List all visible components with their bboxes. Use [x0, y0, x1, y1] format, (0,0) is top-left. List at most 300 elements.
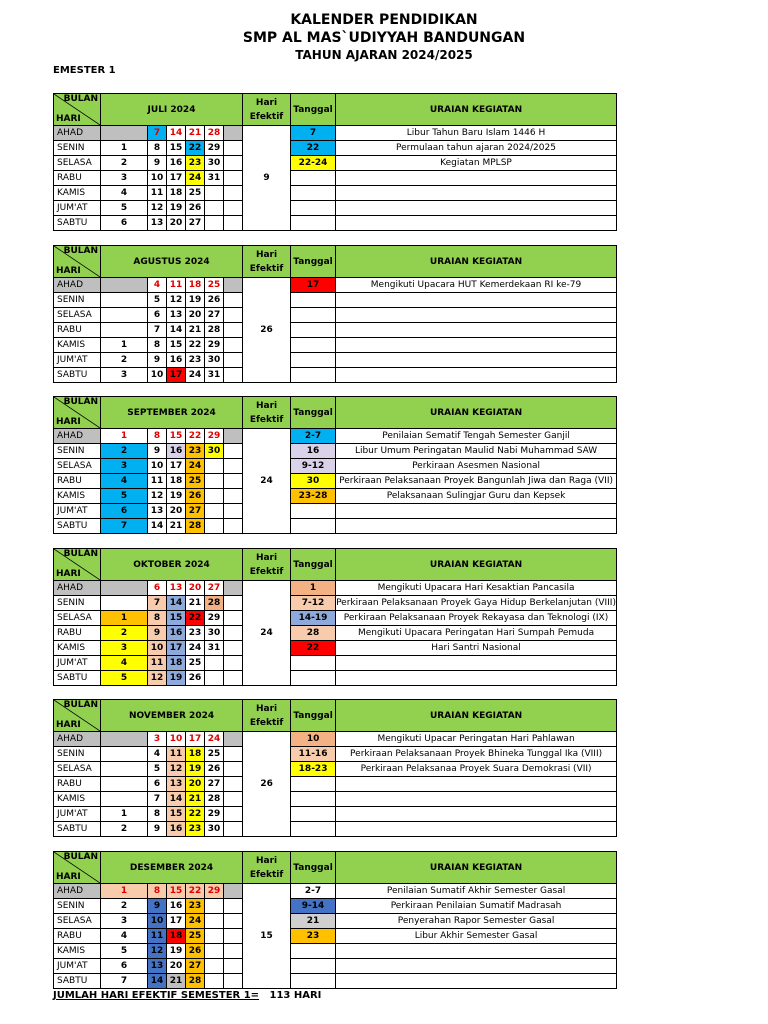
date-cell: 19 [167, 201, 186, 216]
date-cell [205, 489, 224, 504]
date-cell: 20 [186, 777, 205, 792]
date-cell: 26 [205, 762, 224, 777]
date-cell-empty [224, 626, 243, 641]
total-effective-days [53, 990, 321, 1001]
hari-efektif-value: 24 [243, 429, 291, 534]
date-cell-empty [224, 959, 243, 974]
date-cell: 19 [167, 944, 186, 959]
date-cell: 3 [148, 732, 167, 747]
event-date: 17 [291, 278, 336, 293]
uraian-header: URAIAN KEGIATAN [336, 397, 617, 429]
date-cell: 13 [148, 216, 167, 231]
day-name: AHAD [54, 732, 101, 747]
month-table [53, 851, 617, 989]
date-cell: 12 [167, 762, 186, 777]
hari-efektif-value: 24 [243, 581, 291, 686]
hari-efektif-header: Hari Efektif [243, 549, 291, 581]
date-cell: 22 [186, 611, 205, 626]
date-cell: 9 [148, 822, 167, 837]
event-date [291, 944, 336, 959]
date-cell: 24 [186, 641, 205, 656]
date-cell [205, 519, 224, 534]
date-cell: 31 [205, 641, 224, 656]
date-cell: 30 [205, 626, 224, 641]
calendar-row [54, 308, 617, 323]
event-description [336, 959, 617, 974]
date-cell: 28 [205, 126, 224, 141]
date-cell: 1 [101, 807, 148, 822]
bulan-label: BULAN [63, 246, 98, 256]
day-name: SENIN [54, 747, 101, 762]
date-cell: 6 [101, 959, 148, 974]
uraian-header: URAIAN KEGIATAN [336, 549, 617, 581]
event-date: 2-7 [291, 429, 336, 444]
hari-efektif-header: Hari Efektif [243, 94, 291, 126]
date-cell: 3 [101, 368, 148, 383]
date-cell: 12 [148, 944, 167, 959]
date-cell: 24 [186, 459, 205, 474]
date-cell: 24 [186, 914, 205, 929]
date-cell: 1 [101, 429, 148, 444]
event-description: Perkiraan Pelaksanaan Proyek Rekayasa dan Teknologi (IX) [336, 611, 617, 626]
calendar-row [54, 762, 617, 777]
date-cell: 11 [148, 656, 167, 671]
event-description: Hari Santri Nasional [336, 641, 617, 656]
date-cell: 3 [101, 914, 148, 929]
date-cell: 3 [101, 171, 148, 186]
date-cell: 7 [148, 126, 167, 141]
day-name: SABTU [54, 216, 101, 231]
calendar-row [54, 777, 617, 792]
hari-efektif-value: 15 [243, 884, 291, 989]
date-cell-empty [224, 474, 243, 489]
day-name: JUM'AT [54, 656, 101, 671]
tanggal-header: Tanggal [291, 246, 336, 278]
date-cell: 24 [186, 171, 205, 186]
date-cell: 20 [167, 959, 186, 974]
date-cell: 4 [101, 929, 148, 944]
date-cell: 16 [167, 899, 186, 914]
calendar-row [54, 914, 617, 929]
date-cell: 29 [205, 884, 224, 899]
date-cell-empty [224, 368, 243, 383]
school-name: SMP AL MAS`UDIYYAH BANDUNGAN [242, 30, 526, 46]
date-cell: 11 [148, 474, 167, 489]
date-cell [205, 186, 224, 201]
uraian-header: URAIAN KEGIATAN [336, 94, 617, 126]
calendar-row [54, 186, 617, 201]
date-cell-empty [224, 914, 243, 929]
event-date: 23-28 [291, 489, 336, 504]
calendar-row [54, 611, 617, 626]
date-cell: 27 [186, 504, 205, 519]
date-cell-empty [224, 338, 243, 353]
date-cell: 6 [101, 504, 148, 519]
date-cell: 7 [148, 792, 167, 807]
date-cell: 9 [148, 353, 167, 368]
date-cell: 16 [167, 626, 186, 641]
date-cell: 30 [205, 822, 224, 837]
date-cell: 23 [186, 353, 205, 368]
date-cell: 27 [205, 777, 224, 792]
event-date [291, 792, 336, 807]
day-name: SELASA [54, 308, 101, 323]
semester-label: EMESTER 1 [53, 65, 116, 76]
day-name: SABTU [54, 671, 101, 686]
date-cell: 7 [101, 974, 148, 989]
month-table [53, 396, 617, 534]
calendar-row [54, 747, 617, 762]
calendar-row [54, 671, 617, 686]
event-date: 14-19 [291, 611, 336, 626]
date-cell: 18 [186, 278, 205, 293]
event-date: 7 [291, 126, 336, 141]
total-label: JUMLAH HARI EFEKTIF SEMESTER 1= [53, 990, 260, 1001]
event-description [336, 293, 617, 308]
day-name: RABU [54, 777, 101, 792]
calendar-row [54, 156, 617, 171]
date-cell: 3 [101, 459, 148, 474]
date-cell: 9 [148, 444, 167, 459]
date-cell: 29 [205, 611, 224, 626]
day-name: AHAD [54, 278, 101, 293]
calendar-row [54, 141, 617, 156]
month-block-5 [53, 851, 595, 989]
month-table [53, 699, 617, 837]
bulan-hari-header [54, 700, 101, 732]
date-cell: 5 [101, 201, 148, 216]
event-description: Permulaan tahun ajaran 2024/2025 [336, 141, 617, 156]
day-name: SABTU [54, 822, 101, 837]
event-date [291, 216, 336, 231]
date-cell: 11 [148, 186, 167, 201]
event-description [336, 353, 617, 368]
date-cell: 17 [167, 641, 186, 656]
date-cell [205, 959, 224, 974]
date-cell: 18 [167, 186, 186, 201]
date-cell: 15 [167, 338, 186, 353]
month-name: AGUSTUS 2024 [101, 246, 243, 278]
bulan-hari-header [54, 549, 101, 581]
date-cell: 21 [186, 126, 205, 141]
tanggal-header: Tanggal [291, 700, 336, 732]
date-cell-empty [224, 323, 243, 338]
date-cell: 6 [148, 777, 167, 792]
date-cell: 7 [148, 596, 167, 611]
date-cell [101, 278, 148, 293]
date-cell: 25 [205, 278, 224, 293]
event-description: Kegiatan MPLSP [336, 156, 617, 171]
day-name: KAMIS [54, 489, 101, 504]
date-cell: 11 [148, 929, 167, 944]
date-cell: 20 [186, 308, 205, 323]
date-cell: 25 [186, 656, 205, 671]
event-date: 7-12 [291, 596, 336, 611]
date-cell: 4 [101, 656, 148, 671]
date-cell: 23 [186, 626, 205, 641]
date-cell: 22 [186, 807, 205, 822]
calendar-row [54, 959, 617, 974]
calendar-row [54, 489, 617, 504]
event-description: Mengikuti Upacara Hari Kesaktian Pancasila [336, 581, 617, 596]
event-description: Perkiraan Pelaksanaan Proyek Bhineka Tunggal Ika (VIII) [336, 747, 617, 762]
event-date [291, 671, 336, 686]
date-cell: 21 [186, 323, 205, 338]
date-cell: 11 [167, 747, 186, 762]
date-cell: 2 [101, 822, 148, 837]
date-cell: 25 [186, 929, 205, 944]
date-cell: 21 [186, 596, 205, 611]
calendar-row [54, 581, 617, 596]
date-cell: 23 [186, 156, 205, 171]
event-date: 21 [291, 914, 336, 929]
tanggal-header: Tanggal [291, 549, 336, 581]
event-description: Penyerahan Rapor Semester Gasal [336, 914, 617, 929]
date-cell: 20 [186, 581, 205, 596]
date-cell: 29 [205, 338, 224, 353]
event-description [336, 504, 617, 519]
day-name: SABTU [54, 368, 101, 383]
date-cell: 14 [167, 792, 186, 807]
day-name: SELASA [54, 762, 101, 777]
date-cell: 13 [148, 504, 167, 519]
bulan-label: BULAN [63, 549, 98, 559]
event-date [291, 822, 336, 837]
date-cell: 8 [148, 884, 167, 899]
date-cell: 22 [186, 884, 205, 899]
date-cell: 29 [205, 429, 224, 444]
event-date: 22-24 [291, 156, 336, 171]
date-cell-empty [224, 656, 243, 671]
date-cell: 19 [186, 293, 205, 308]
date-cell [101, 762, 148, 777]
calendar-row [54, 974, 617, 989]
date-cell-empty [224, 504, 243, 519]
tanggal-header: Tanggal [291, 397, 336, 429]
date-cell: 13 [148, 959, 167, 974]
day-name: RABU [54, 323, 101, 338]
date-cell: 9 [148, 626, 167, 641]
date-cell: 16 [167, 444, 186, 459]
bulan-label: BULAN [63, 852, 98, 862]
date-cell: 12 [148, 671, 167, 686]
hari-efektif-value: 26 [243, 732, 291, 837]
date-cell: 30 [205, 444, 224, 459]
date-cell [205, 944, 224, 959]
calendar-row [54, 626, 617, 641]
date-cell: 8 [148, 338, 167, 353]
event-date: 28 [291, 626, 336, 641]
date-cell: 7 [101, 519, 148, 534]
event-date: 9-12 [291, 459, 336, 474]
calendar-row [54, 353, 617, 368]
date-cell: 25 [186, 186, 205, 201]
hari-label: HARI [56, 266, 81, 276]
event-description: Pelaksanaan Sulingjar Guru dan Kepsek [336, 489, 617, 504]
date-cell-empty [224, 762, 243, 777]
hari-efektif-header: Hari Efektif [243, 397, 291, 429]
day-name: SABTU [54, 974, 101, 989]
date-cell: 29 [205, 141, 224, 156]
event-description [336, 216, 617, 231]
month-table [53, 93, 617, 231]
date-cell: 22 [186, 338, 205, 353]
date-cell: 13 [167, 581, 186, 596]
date-cell: 17 [186, 732, 205, 747]
date-cell: 17 [167, 368, 186, 383]
date-cell: 5 [101, 489, 148, 504]
bulan-hari-header [54, 94, 101, 126]
date-cell [205, 216, 224, 231]
event-description [336, 671, 617, 686]
calendar-row [54, 641, 617, 656]
calendar-row [54, 519, 617, 534]
hari-efektif-header: Hari Efektif [243, 700, 291, 732]
day-name: JUM'AT [54, 807, 101, 822]
date-cell: 23 [186, 822, 205, 837]
event-date: 1 [291, 581, 336, 596]
event-date [291, 353, 336, 368]
calendar-row [54, 822, 617, 837]
day-name: SELASA [54, 611, 101, 626]
day-name: AHAD [54, 126, 101, 141]
month-block-0 [53, 93, 595, 231]
date-cell [205, 974, 224, 989]
date-cell: 15 [167, 884, 186, 899]
date-cell: 8 [148, 807, 167, 822]
event-date [291, 519, 336, 534]
event-date: 22 [291, 141, 336, 156]
day-name: JUM'AT [54, 504, 101, 519]
bulan-hari-header [54, 852, 101, 884]
date-cell: 20 [167, 504, 186, 519]
date-cell-empty [224, 429, 243, 444]
academic-year: TAHUN AJARAN 2024/2025 [295, 48, 473, 62]
calendar-row [54, 444, 617, 459]
date-cell: 18 [186, 747, 205, 762]
day-name: KAMIS [54, 338, 101, 353]
date-cell: 9 [148, 156, 167, 171]
month-table [53, 548, 617, 686]
date-cell: 30 [205, 156, 224, 171]
date-cell: 13 [167, 777, 186, 792]
date-cell-empty [224, 822, 243, 837]
day-name: SENIN [54, 293, 101, 308]
date-cell: 12 [148, 201, 167, 216]
date-cell: 27 [186, 959, 205, 974]
event-date: 22 [291, 641, 336, 656]
date-cell-empty [224, 141, 243, 156]
date-cell-empty [224, 807, 243, 822]
day-name: AHAD [54, 429, 101, 444]
event-date [291, 777, 336, 792]
day-name: SENIN [54, 141, 101, 156]
bulan-label: BULAN [63, 94, 98, 104]
day-name: KAMIS [54, 641, 101, 656]
date-cell: 27 [205, 308, 224, 323]
date-cell: 20 [167, 216, 186, 231]
date-cell [205, 201, 224, 216]
month-name: SEPTEMBER 2024 [101, 397, 243, 429]
date-cell: 22 [186, 429, 205, 444]
date-cell: 2 [101, 899, 148, 914]
calendar-row [54, 278, 617, 293]
date-cell: 2 [101, 626, 148, 641]
date-cell [205, 459, 224, 474]
calendar-row [54, 459, 617, 474]
date-cell: 1 [101, 338, 148, 353]
date-cell: 10 [148, 914, 167, 929]
event-description [336, 338, 617, 353]
date-cell-empty [224, 459, 243, 474]
document-title: KALENDER PENDIDIKAN [290, 12, 478, 28]
calendar-row [54, 171, 617, 186]
date-cell: 2 [101, 353, 148, 368]
event-date [291, 959, 336, 974]
uraian-header: URAIAN KEGIATAN [336, 246, 617, 278]
date-cell-empty [224, 747, 243, 762]
date-cell: 10 [167, 732, 186, 747]
date-cell: 4 [148, 747, 167, 762]
date-cell-empty [224, 792, 243, 807]
date-cell-empty [224, 732, 243, 747]
date-cell [205, 929, 224, 944]
month-name: JULI 2024 [101, 94, 243, 126]
date-cell: 23 [186, 444, 205, 459]
date-cell-empty [224, 489, 243, 504]
event-description: Libur Akhir Semester Gasal [336, 929, 617, 944]
date-cell: 10 [148, 368, 167, 383]
event-date [291, 201, 336, 216]
event-description: Perkiraan Pelaksanaa Proyek Suara Demokrasi (VII) [336, 762, 617, 777]
date-cell: 29 [205, 807, 224, 822]
date-cell: 15 [167, 429, 186, 444]
date-cell-empty [224, 641, 243, 656]
date-cell-empty [224, 899, 243, 914]
date-cell [101, 126, 148, 141]
event-date: 18-23 [291, 762, 336, 777]
day-name: KAMIS [54, 792, 101, 807]
date-cell-empty [224, 611, 243, 626]
date-cell: 30 [205, 353, 224, 368]
date-cell [101, 293, 148, 308]
date-cell: 28 [205, 596, 224, 611]
date-cell-empty [224, 201, 243, 216]
date-cell [205, 474, 224, 489]
day-name: JUM'AT [54, 353, 101, 368]
date-cell [101, 308, 148, 323]
date-cell: 8 [148, 611, 167, 626]
event-description [336, 519, 617, 534]
day-name: SELASA [54, 156, 101, 171]
event-date [291, 171, 336, 186]
date-cell: 31 [205, 368, 224, 383]
date-cell-empty [224, 156, 243, 171]
tanggal-header: Tanggal [291, 852, 336, 884]
date-cell [101, 596, 148, 611]
date-cell-empty [224, 884, 243, 899]
date-cell: 6 [148, 581, 167, 596]
event-description: Perkiraan Pelaksanaan Proyek Gaya Hidup Berkelanjutan (VIII) [336, 596, 617, 611]
date-cell: 28 [186, 974, 205, 989]
date-cell-empty [224, 929, 243, 944]
day-name: KAMIS [54, 944, 101, 959]
date-cell [101, 792, 148, 807]
hari-efektif-header: Hari Efektif [243, 246, 291, 278]
day-name: RABU [54, 474, 101, 489]
date-cell: 27 [186, 216, 205, 231]
date-cell-empty [224, 171, 243, 186]
